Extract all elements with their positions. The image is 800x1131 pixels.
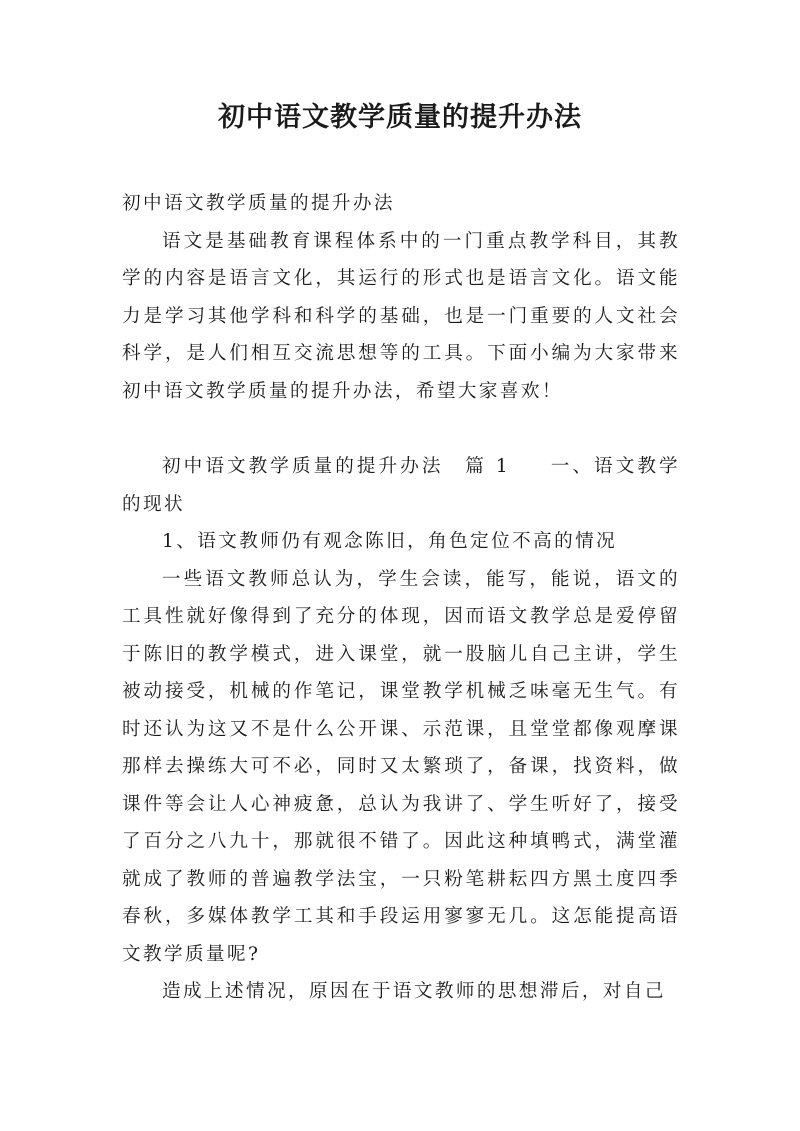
document-title: 初中语文教学质量的提升办法 xyxy=(218,102,582,133)
body-paragraph-1: 一些语文教师总认为，学生会读，能写，能说，语文的工具性就好像得到了充分的体现，因而语文教学总是爱停留于陈旧的教学模式，进入课堂，就一股脑儿自己主讲，学生被动接受，机械的作笔记，课堂教学机械乏味毫无生气。有时还认为这又不是什么公开课、示范课，且堂堂都像观摩课那样去操练大可不必，同时又太繁琐了，备课，找资料，做课件等会让人心神疲惫，总认为我讲了、学生听好了，接受了百分之八九十，那就很不错了。因此这种填鸭式，满堂灌就成了教师的普遍教学法宝，一只粉笔耕耘四方黑土度四季春秋，多媒体教学工其和手段运用寥寥无几。这怎能提高语文教学质量呢? xyxy=(122,568,680,965)
body-paragraph-2: 造成上述情况，原因在于语文教师的思想滞后，对自己 xyxy=(162,981,666,1002)
document-body xyxy=(122,185,680,1011)
paragraph-gap xyxy=(122,410,680,448)
document-subtitle: 初中语文教学质量的提升办法 xyxy=(122,193,395,214)
section-line xyxy=(122,448,680,523)
intro-paragraph: 语文是基础教育课程体系中的一门重点教学科目，其教学的内容是语言文化，其运行的形式也是语言文化。语文能力是学习其他学科和科学的基础，也是一门重要的人文社会科学，是人们相互交流思想等的工具。下面小编为大家带来初中语文教学质量的提升办法，希望大家喜欢！ xyxy=(122,230,680,402)
point-heading: 1、语文教师仍有观念陈旧，角色定位不高的情况 xyxy=(162,531,618,552)
section-heading: 初中语文教学质量的提升办法 篇 1 xyxy=(162,456,511,477)
section-topic: 一、语文教学的现状 xyxy=(122,456,681,515)
